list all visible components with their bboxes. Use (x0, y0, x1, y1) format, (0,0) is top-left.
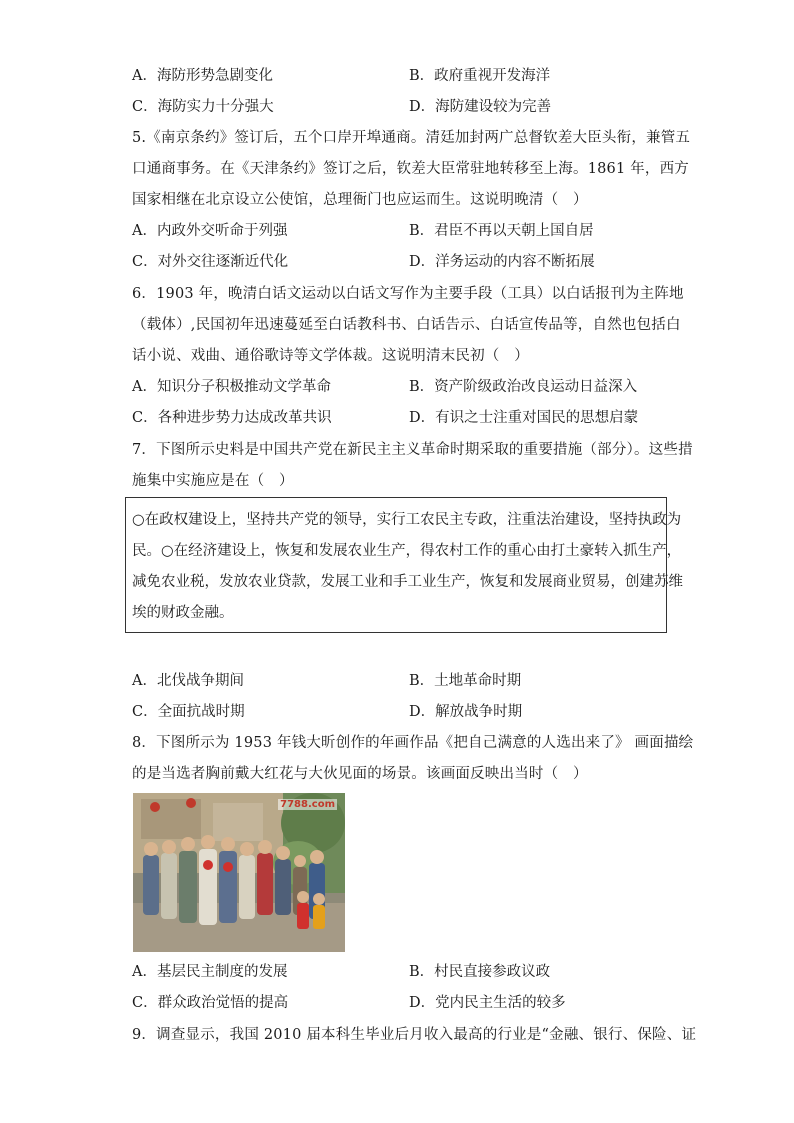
q7-box-line-2: 民。○在经济建设上，恢复和发展农业生产，得农村工作的重心由打土豪转入抓生产， (132, 543, 682, 559)
q5-option-b: B．君臣不再以天朝上国自居 (409, 223, 594, 239)
q6-option-d: D．有识之士注重对国民的思想启蒙 (409, 410, 639, 426)
q7-box-line-1: ○在政权建设上，坚持共产党的领导，实行工农民主专政，注重法治建设，坚持执政为 (132, 512, 682, 528)
q8-option-a: A．基层民主制度的发展 (132, 964, 288, 980)
q5-option-a: A．内政外交听命于列强 (132, 223, 288, 239)
new-year-painting-image (133, 793, 345, 952)
q5-stem-line-2: 口通商事务。在《天津条约》签订之后，钦差大臣常驻地转移至上海。1861 年，西方 (132, 161, 690, 177)
q8-stem-line-1: 8．下图所示为 1953 年钱大昕创作的年画作品《把自己满意的人选出来了》 画面描绘 (132, 735, 694, 751)
q7-box-line-4: 埃的财政金融。 (132, 605, 234, 621)
q9-stem-line-1: 9．调查显示，我国 2010 届本科生毕业后月收入最高的行业是“金融、银行、保险、证 (132, 1027, 697, 1043)
q8-option-d: D．党内民主生活的较多 (409, 995, 566, 1011)
q7-stem-line-2: 施集中实施应是在（ ） (132, 473, 294, 489)
q6-stem-line-1: 6．1903 年，晚清白话文运动以白话文写作为主要手段（工具）以白话报刊为主阵地 (132, 286, 684, 302)
q6-stem-line-3: 话小说、戏曲、通俗歌诗等文学体裁。这说明清末民初（ ） (132, 348, 529, 364)
q7-option-c: C．全面抗战时期 (132, 704, 245, 720)
q6-option-b: B．资产阶级政治改良运动日益深入 (409, 379, 638, 395)
q4-option-b: B．政府重视开发海洋 (409, 68, 551, 84)
image-watermark: 7788.com (280, 799, 335, 810)
q4-option-c: C．海防实力十分强大 (132, 99, 274, 115)
q4-option-d: D．海防建设较为完善 (409, 99, 552, 115)
q8-option-c: C．群众政治觉悟的提高 (132, 995, 289, 1011)
q6-stem-line-2: （载体）,民国初年迅速蔓延至白话教科书、白话告示、白话宣传品等，自然也包括白 (132, 317, 681, 333)
q7-option-a: A．北伐战争期间 (132, 673, 244, 689)
q5-stem-line-3: 国家相继在北京设立公使馆，总理衙门也应运而生。这说明晚清（ ） (132, 192, 588, 208)
q5-option-d: D．洋务运动的内容不断拓展 (409, 254, 595, 270)
q7-option-b: B．土地革命时期 (409, 673, 522, 689)
q7-stem-line-1: 7．下图所示史料是中国共产党在新民主主义革命时期采取的重要措施（部分）。这些措 (132, 442, 693, 458)
q5-option-c: C．对外交往逐渐近代化 (132, 254, 289, 270)
q7-box-line-3: 减免农业税，发放农业贷款，发展工业和手工业生产，恢复和发展商业贸易，创建苏维 (132, 574, 683, 590)
q4-option-a: A．海防形势急剧变化 (132, 68, 273, 84)
q7-option-d: D．解放战争时期 (409, 704, 523, 720)
q6-option-a: A．知识分子积极推动文学革命 (132, 379, 331, 395)
q8-option-b: B．村民直接参政议政 (409, 964, 551, 980)
q6-option-c: C．各种进步势力达成改革共识 (132, 410, 332, 426)
q5-stem-line-1: 5.《南京条约》签订后，五个口岸开埠通商。清廷加封两广总督钦差大臣头衔，兼管五 (132, 130, 691, 146)
q8-stem-line-2: 的是当选者胸前戴大红花与大伙见面的场景。该画面反映出当时（ ） (132, 766, 588, 782)
